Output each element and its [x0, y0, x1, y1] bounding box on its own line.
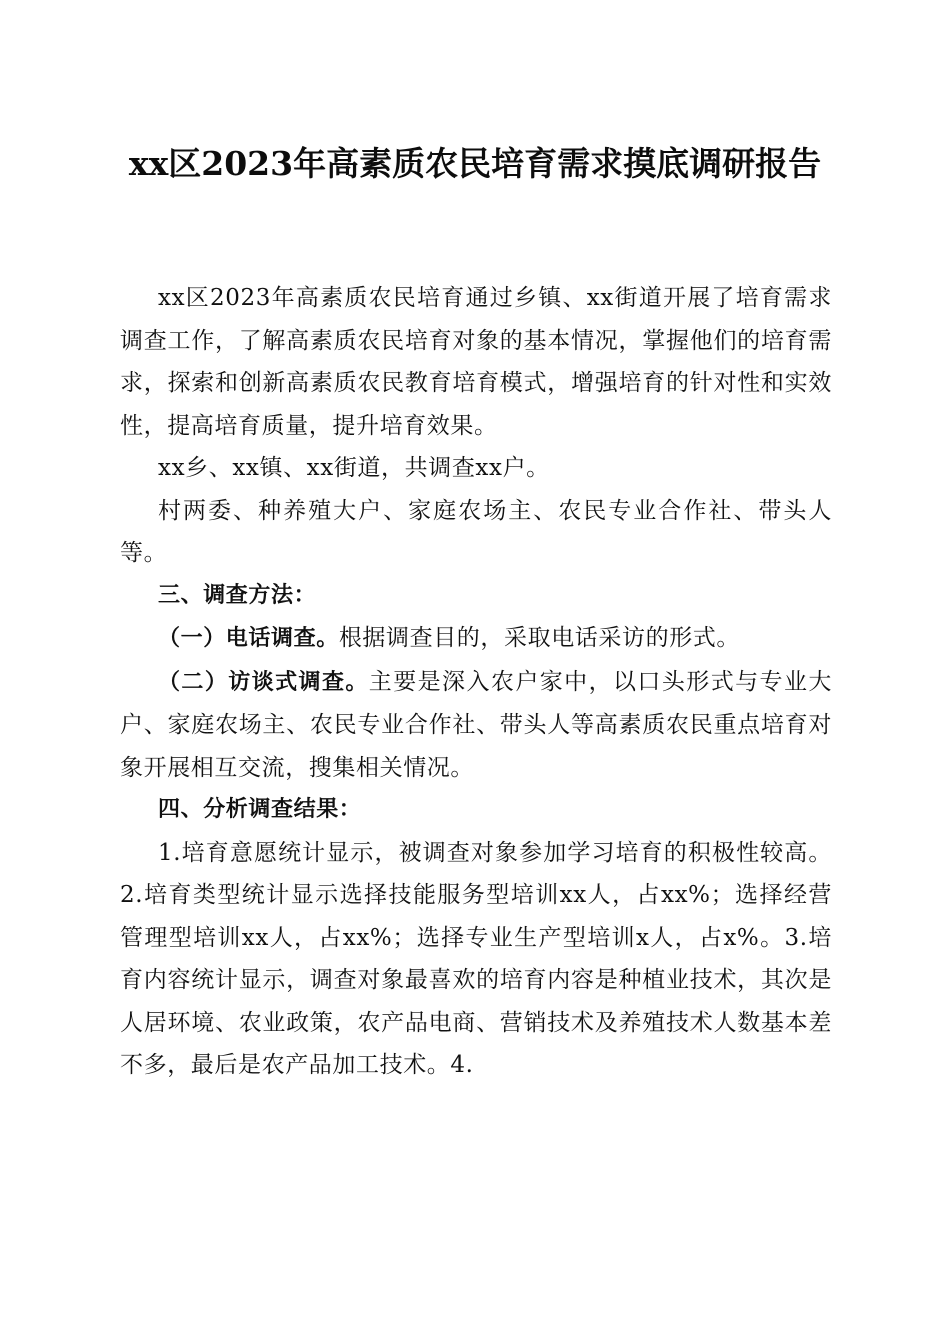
section-heading-results: 四、分析调查结果： — [158, 797, 362, 822]
method-interview-lead: （二）访谈式调查。 — [158, 669, 369, 695]
method-phone-paragraph — [120, 617, 832, 661]
document-body — [120, 277, 832, 1087]
results-paragraph: 1.培育意愿统计显示，被调查对象参加学习培育的积极性较高。2.培育类型统计显示选择技能服务型培训xx人，占xx%；选择经营管理型培训xx人，占xx%；选择专业生产型培训x人，占x%。3.培育内容统计显示，调查对象最喜欢的培育内容是种植业技术，其次是人居环境、农业政策，农产品电商、营销技术及养殖技术人数基本差不多，最后是农产品加工技术。4. — [120, 839, 832, 1078]
document-title: xx区2023年高素质农民培育需求摸底调研报告 — [128, 144, 822, 183]
method-phone-lead: （一）电话调查。 — [158, 626, 339, 651]
survey-targets-paragraph: 村两委、种养殖大户、家庭农场主、农民专业合作社、带头人等。 — [120, 497, 832, 566]
section-heading-methods: 三、调查方法： — [158, 582, 317, 608]
method-interview-text: 主要是深入农户家中，以口头形式与专业大户、家庭农场主、农民专业合作社、带头人等高素质农民重点培育对象开展相互交流，搜集相关情况。 — [120, 668, 832, 781]
method-interview-paragraph — [120, 661, 832, 790]
survey-scope-paragraph: xx乡、xx镇、xx街道，共调查xx户。 — [158, 455, 550, 481]
method-phone-text: 根据调查目的，采取电话采访的形式。 — [338, 625, 741, 651]
intro-paragraph: xx区2023年高素质农民培育通过乡镇、xx街道开展了培育需求调查工作，了解高素质农民培育对象的基本情况，掌握他们的培育需求，探索和创新高素质农民教育培育模式，增强培育的针对性和实效性，提高培育质量，提升培育效果。 — [120, 285, 832, 439]
